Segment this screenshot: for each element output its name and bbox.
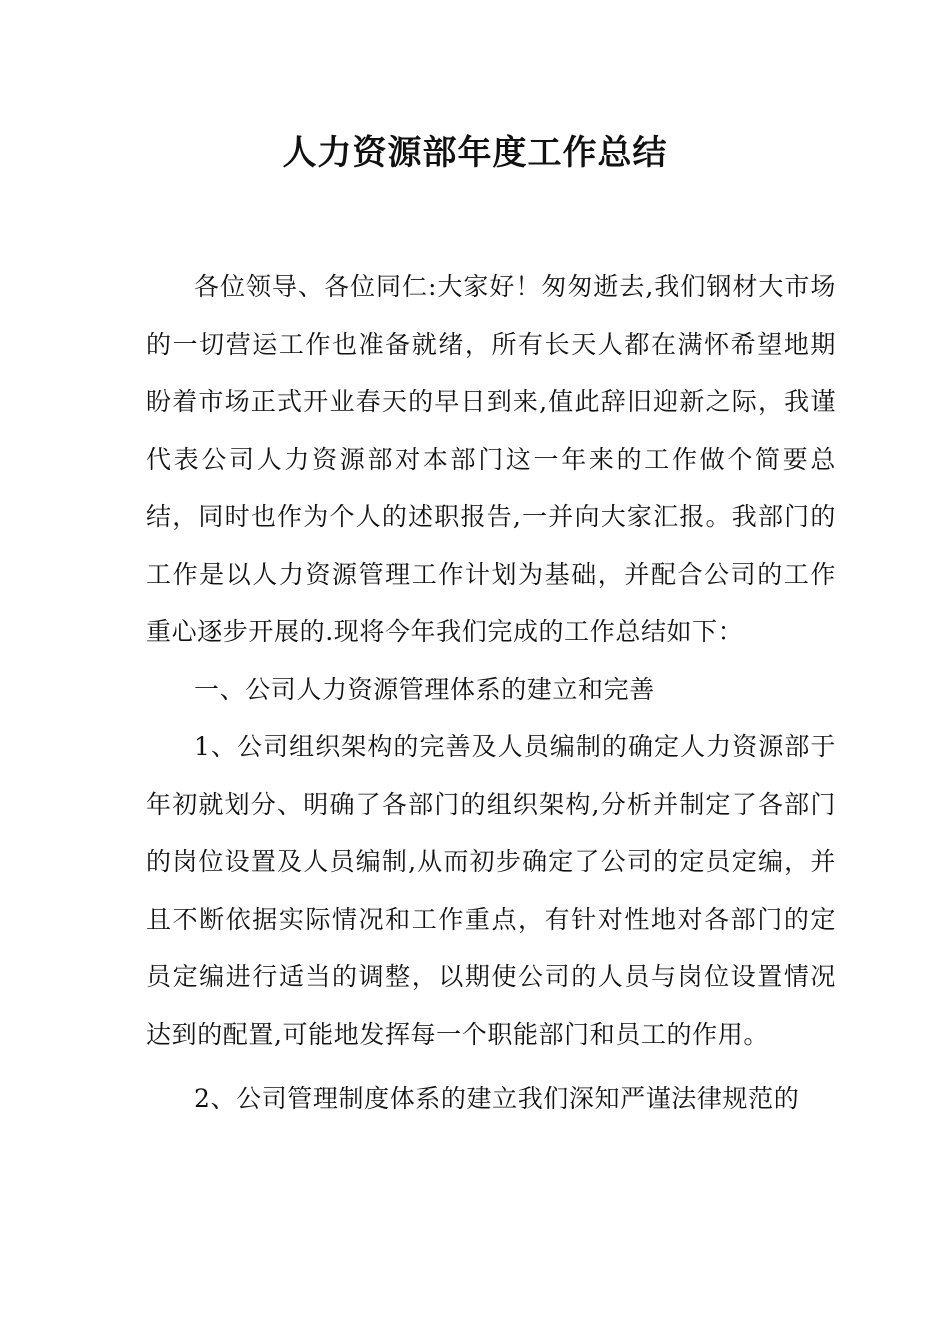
document-body [146, 258, 836, 1128]
paragraph-item-2: 2、公司管理制度体系的建立我们深知严谨法律规范的 [194, 1084, 800, 1113]
document-title: 人力资源部年度工作总结 [282, 133, 668, 173]
paragraph-item-1: 1、公司组织架构的完善及人员编制的确定人力资源部于年初就划分、明确了各部门的组织架构,分析并制定了各部门的岗位设置及人员编制,从而初步确定了公司的定员定编，并且不断依据实际情况和工作重点，有针对性地对各部门的定员定编进行适当的调整，以期使公司的人员与岗位设置情况达到的配置,可能地发挥每一个职能部门和员工的作用。 [146, 732, 836, 1049]
paragraph-intro: 各位领导、各位同仁:大家好！匆匆逝去,我们钢材大市场的一切营运工作也准备就绪，所有长天人都在满怀希望地期盼着市场正式开业春天的早日到来,值此辞旧迎新之际，我谨代表公司人力资源部对本部门这一年来的工作做个简要总结，同时也作为个人的述职报告,一并向大家汇报。我部门的工作是以人力资源管理工作计划为基础，并配合公司的工作重心逐步开展的.现将今年我们完成的工作总结如下： [146, 272, 836, 646]
paragraph-section-heading: 一、公司人力资源管理体系的建立和完善 [194, 674, 655, 704]
